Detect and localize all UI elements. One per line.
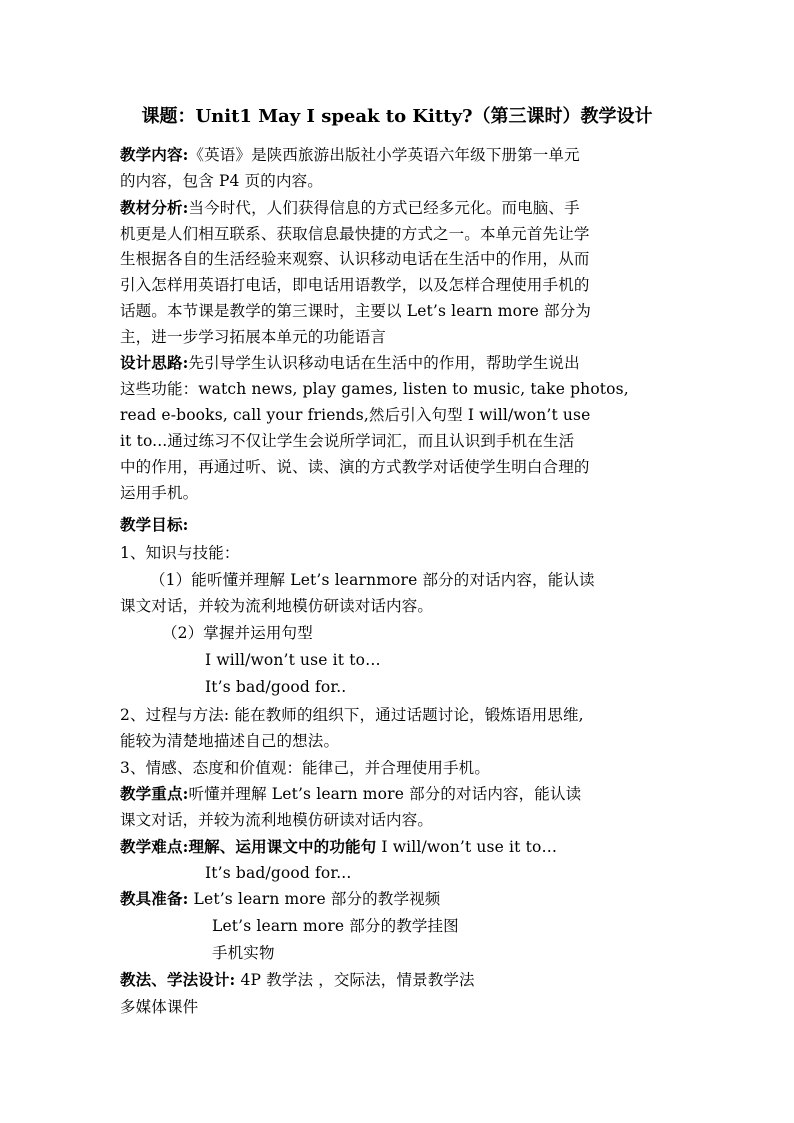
- methods-line-2: 多媒体课件: [120, 998, 199, 1016]
- sentence-pattern-2: It’s bad/good for..: [205, 678, 347, 696]
- material-analysis-label: 教材分析:: [120, 198, 189, 217]
- material-analysis-line-3: 生根据各自的生活经验来观察、认识移动电话在生活中的作用，从而: [120, 250, 590, 268]
- goal-item-2: （2）掌握并运用句型: [162, 624, 313, 642]
- material-analysis-text: 当今时代，人们获得信息的方式已经多元化。而电脑、手: [188, 199, 580, 217]
- difficulties-bold-text: 理解、运用课文中的功能句: [188, 837, 377, 856]
- material-analysis-line-6: 主，进一步学习拓展本单元的功能语言: [120, 328, 387, 346]
- goal-process-methods-line-2: 能较为清楚地描述自己的想法。: [120, 732, 340, 750]
- design-idea-text: 先引导学生认识移动电话在生活中的作用，帮助学生说出: [188, 354, 580, 372]
- materials-item-1: Let’s learn more 部分的教学视频: [188, 890, 441, 908]
- goal-knowledge-skills: 1、知识与技能：: [120, 544, 240, 562]
- material-analysis-line-2: 机更是人们相互联系、获取信息最快捷的方式之一。本单元首先让学: [120, 225, 590, 243]
- difficulties-pattern-2: It’s bad/good for...: [205, 864, 352, 882]
- material-analysis-line-1: [120, 195, 690, 221]
- design-idea-line-2: 这些功能：watch news, play games, listen to music, take photos,: [120, 380, 629, 398]
- design-idea-line-3: read e-books, call your friends,然后引入句型 I will/won’t use: [120, 406, 591, 424]
- teaching-content-label: 教学内容:: [120, 145, 189, 164]
- design-idea-line-1: [120, 350, 690, 376]
- key-points-text: 听懂并理解 Let’s learn more 部分的对话内容，能认读: [188, 785, 582, 803]
- goal-item-1-line-1: （1）能听懂并理解 Let’s learnmore 部分的对话内容，能认读: [150, 571, 595, 589]
- design-idea-line-4: it to...通过练习不仅让学生会说所学词汇，而且认识到手机在生活: [120, 432, 575, 450]
- design-idea-line-6: 运用手机。: [120, 484, 199, 502]
- methods-label: 教法、学法设计:: [120, 970, 236, 989]
- teaching-goals-label: 教学目标:: [120, 515, 189, 534]
- document-title: 课题：Unit1 May I speak to Kitty?（第三课时）教学设计: [141, 106, 653, 127]
- materials-line-1: [120, 886, 690, 912]
- key-points-line-1: [120, 781, 690, 807]
- materials-item-3: 手机实物: [212, 944, 275, 962]
- difficulties-pattern-1: I will/won’t use it to…: [376, 838, 558, 856]
- methods-text: 4P 教学法 ，交际法，情景教学法: [235, 971, 475, 989]
- goal-emotion-values: 3、情感、态度和价值观：能律己，并合理使用手机。: [120, 759, 490, 777]
- key-points-line-2: 课文对话，并较为流利地模仿研读对话内容。: [120, 811, 434, 829]
- material-analysis-line-5: 话题。本节课是教学的第三课时，主要以 Let’s learn more 部分为: [120, 302, 592, 320]
- teaching-content-text: 《英语》是陕西旅游出版社小学英语六年级下册第一单元: [188, 146, 580, 164]
- sentence-pattern-1: I will/won’t use it to…: [205, 651, 381, 669]
- teaching-content-line-2: 的内容，包含 P4 页的内容。: [120, 172, 323, 190]
- material-analysis-line-4: 引入怎样用英语打电话，即电话用语教学，以及怎样合理使用手机的: [120, 276, 590, 294]
- materials-item-2: Let’s learn more 部分的教学挂图: [212, 917, 459, 935]
- difficulties-label: 教学难点:: [120, 837, 189, 856]
- goal-process-methods-line-1: 2、过程与方法: 能在教师的组织下，通过话题讨论，锻炼语用思维,: [120, 706, 584, 724]
- methods-line-1: [120, 967, 690, 993]
- teaching-content-line-1: [120, 142, 690, 168]
- key-points-label: 教学重点:: [120, 784, 189, 803]
- design-idea-label: 设计思路:: [120, 353, 189, 372]
- goal-item-1-line-2: 课文对话，并较为流利地模仿研读对话内容。: [120, 597, 434, 615]
- materials-label: 教具准备:: [120, 889, 189, 908]
- design-idea-line-5: 中的作用，再通过听、说、读、演的方式教学对话使学生明白合理的: [120, 458, 590, 476]
- difficulties-line-1: [120, 834, 690, 860]
